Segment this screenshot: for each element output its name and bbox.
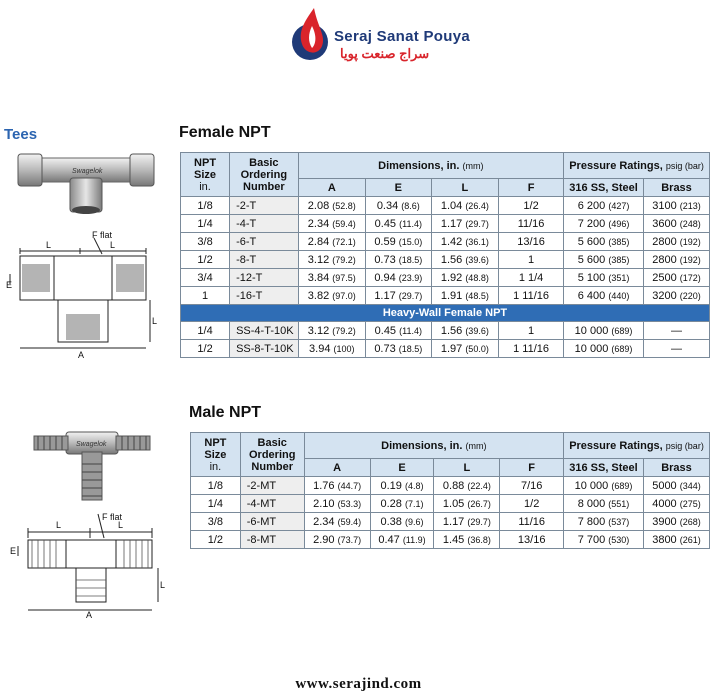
- male-dim-f-cell: 13/16: [500, 531, 564, 549]
- pressure-ss-cell: 6 200 (427): [564, 197, 644, 215]
- pressure-brass-cell: 2800 (192): [644, 233, 710, 251]
- dim-l-cell: 1.17 (29.7): [431, 215, 498, 233]
- heavy-dim-f-cell: 1 11/16: [499, 340, 564, 358]
- male-npt-table: [190, 432, 710, 549]
- male-pressure-ss-cell: 8 000 (551): [564, 495, 644, 513]
- dim-a-cell: 3.12 (79.2): [298, 251, 365, 269]
- heavy-dim-a-cell: 3.12 (79.2): [298, 322, 365, 340]
- dim-l-cell: 1.91 (48.5): [431, 287, 498, 305]
- size-cell: 3/8: [181, 233, 230, 251]
- ordering-number-cell: -2-T: [230, 197, 298, 215]
- male-col-a: A: [304, 459, 370, 477]
- female-npt-table: [180, 152, 710, 358]
- tees-heading: Tees: [4, 126, 38, 143]
- female-npt-heading: Female NPT: [179, 124, 271, 141]
- dim-l-cell: 1.92 (48.8): [431, 269, 498, 287]
- table-row: [191, 531, 710, 549]
- heavy-pressure-brass-cell: —: [644, 340, 710, 358]
- male-dim-e-cell: 0.28 (7.1): [370, 495, 434, 513]
- heavy-pressure-brass-cell: —: [644, 322, 710, 340]
- dim-a-cell: 3.84 (97.5): [298, 269, 365, 287]
- male-dim-l-cell: 1.17 (29.7): [434, 513, 500, 531]
- col-pressure: Pressure Ratings, psig (bar): [564, 153, 710, 179]
- heavy-dim-f-cell: 1: [499, 322, 564, 340]
- male-dim-a-cell: 1.76 (44.7): [304, 477, 370, 495]
- brand-name-en: Seraj Sanat Pouya: [334, 28, 470, 45]
- female-tee-drawing: [6, 230, 158, 360]
- website-footer: www.serajind.com: [295, 676, 422, 692]
- male-f-flat-label: F flat: [102, 512, 123, 522]
- male-pressure-ss-cell: 7 700 (530): [564, 531, 644, 549]
- table-row: [181, 287, 710, 305]
- pressure-brass-cell: 2800 (192): [644, 251, 710, 269]
- male-dim-l-cell: 1.45 (36.8): [434, 531, 500, 549]
- pressure-ss-cell: 5 600 (385): [564, 251, 644, 269]
- brand-name-fa: سراج صنعت پویا: [340, 46, 430, 61]
- col-f: F: [499, 179, 564, 197]
- pressure-ss-cell: 7 200 (496): [564, 215, 644, 233]
- table-row: [181, 322, 710, 340]
- pressure-ss-cell: 5 600 (385): [564, 233, 644, 251]
- dim-l-label-2: L: [110, 240, 116, 250]
- dim-l-cell: 1.56 (39.6): [431, 251, 498, 269]
- male-dim-e-cell: 0.19 (4.8): [370, 477, 434, 495]
- dim-e-cell: 0.94 (23.9): [366, 269, 432, 287]
- dim-l-cell: 1.42 (36.1): [431, 233, 498, 251]
- heavy-wall-banner: Heavy-Wall Female NPT: [181, 305, 710, 322]
- male-dim-e-label: E: [10, 546, 17, 556]
- dim-e-cell: 1.17 (29.7): [366, 287, 432, 305]
- male-col-brass: Brass: [643, 459, 709, 477]
- dim-a-cell: 3.82 (97.0): [298, 287, 365, 305]
- pressure-ss-cell: 6 400 (440): [564, 287, 644, 305]
- male-col-pressure: Pressure Ratings, psig (bar): [564, 433, 710, 459]
- dim-e-cell: 0.34 (8.6): [366, 197, 432, 215]
- flame-drop-logo-icon: [288, 4, 336, 68]
- ordering-number-cell: -12-T: [230, 269, 298, 287]
- table-row: [181, 340, 710, 358]
- male-dim-f-cell: 11/16: [500, 513, 564, 531]
- dim-e-cell: 0.73 (18.5): [366, 251, 432, 269]
- male-col-f: F: [500, 459, 564, 477]
- heavy-ordering-number-cell: SS-4-T-10K: [230, 322, 298, 340]
- male-col-basic-ordering: Basic Ordering Number: [240, 433, 304, 477]
- dim-a-label: A: [78, 350, 85, 360]
- table-row: [181, 233, 710, 251]
- col-l: L: [431, 179, 498, 197]
- heavy-dim-e-cell: 0.45 (11.4): [366, 322, 432, 340]
- male-ordering-number-cell: -8-MT: [240, 531, 304, 549]
- male-pressure-brass-cell: 4000 (275): [643, 495, 709, 513]
- table-row: [191, 477, 710, 495]
- col-e: E: [366, 179, 432, 197]
- size-cell: 1/8: [181, 197, 230, 215]
- female-tee-photo: [16, 148, 156, 216]
- male-dim-e-cell: 0.38 (9.6): [370, 513, 434, 531]
- male-pressure-brass-cell: 3800 (261): [643, 531, 709, 549]
- male-tee-photo: [30, 424, 154, 504]
- size-cell: 1/4: [181, 215, 230, 233]
- pressure-brass-cell: 3600 (248): [644, 215, 710, 233]
- dim-e-cell: 0.59 (15.0): [366, 233, 432, 251]
- heavy-dim-e-cell: 0.73 (18.5): [366, 340, 432, 358]
- male-dim-f-cell: 1/2: [500, 495, 564, 513]
- col-316ss: 316 SS, Steel: [564, 179, 644, 197]
- male-dim-l-label-3: L: [160, 580, 166, 590]
- col-npt-size: NPT Size in.: [181, 153, 230, 197]
- male-dim-l-label-1: L: [56, 520, 62, 530]
- pressure-brass-cell: 3100 (213): [644, 197, 710, 215]
- male-pressure-ss-cell: 7 800 (537): [564, 513, 644, 531]
- col-dimensions: Dimensions, in. (mm): [298, 153, 564, 179]
- male-dim-a-cell: 2.10 (53.3): [304, 495, 370, 513]
- male-dim-f-cell: 7/16: [500, 477, 564, 495]
- heavy-pressure-ss-cell: 10 000 (689): [564, 322, 644, 340]
- dim-f-cell: 1/2: [499, 197, 564, 215]
- male-col-l: L: [434, 459, 500, 477]
- male-pressure-brass-cell: 5000 (344): [643, 477, 709, 495]
- male-dim-e-cell: 0.47 (11.9): [370, 531, 434, 549]
- dim-l-cell: 1.04 (26.4): [431, 197, 498, 215]
- dim-a-cell: 2.34 (59.4): [298, 215, 365, 233]
- male-npt-heading: Male NPT: [189, 404, 262, 421]
- table-row: [181, 215, 710, 233]
- male-dim-a-cell: 2.34 (59.4): [304, 513, 370, 531]
- table-row: [191, 495, 710, 513]
- dim-a-cell: 2.08 (52.8): [298, 197, 365, 215]
- male-dim-l-cell: 0.88 (22.4): [434, 477, 500, 495]
- male-col-dimensions: Dimensions, in. (mm): [304, 433, 563, 459]
- heavy-dim-l-cell: 1.97 (50.0): [431, 340, 498, 358]
- heavy-wall-banner-row: [181, 305, 710, 322]
- heavy-ordering-number-cell: SS-8-T-10K: [230, 340, 298, 358]
- male-pressure-ss-cell: 10 000 (689): [564, 477, 644, 495]
- col-basic-ordering: Basic Ordering Number: [230, 153, 298, 197]
- ordering-number-cell: -4-T: [230, 215, 298, 233]
- ordering-number-cell: -16-T: [230, 287, 298, 305]
- dim-f-cell: 11/16: [499, 215, 564, 233]
- heavy-size-cell: 1/4: [181, 322, 230, 340]
- dim-l-label-3: L: [152, 316, 158, 326]
- size-cell: 1/2: [181, 251, 230, 269]
- pressure-ss-cell: 5 100 (351): [564, 269, 644, 287]
- male-col-316ss: 316 SS, Steel: [564, 459, 644, 477]
- male-ordering-number-cell: -4-MT: [240, 495, 304, 513]
- heavy-pressure-ss-cell: 10 000 (689): [564, 340, 644, 358]
- male-dim-a-cell: 2.90 (73.7): [304, 531, 370, 549]
- table-row: [181, 197, 710, 215]
- brand-mark-label: Swagelok: [72, 168, 103, 175]
- ordering-number-cell: -6-T: [230, 233, 298, 251]
- heavy-dim-l-cell: 1.56 (39.6): [431, 322, 498, 340]
- male-size-cell: 1/2: [191, 531, 241, 549]
- male-dim-l-label-2: L: [118, 520, 124, 530]
- heavy-dim-a-cell: 3.94 (100): [298, 340, 365, 358]
- dim-f-cell: 13/16: [499, 233, 564, 251]
- dim-f-cell: 1 1/4: [499, 269, 564, 287]
- dim-a-cell: 2.84 (72.1): [298, 233, 365, 251]
- pressure-brass-cell: 2500 (172): [644, 269, 710, 287]
- ordering-number-cell: -8-T: [230, 251, 298, 269]
- male-size-cell: 3/8: [191, 513, 241, 531]
- male-col-npt-size: NPT Size in.: [191, 433, 241, 477]
- male-ordering-number-cell: -2-MT: [240, 477, 304, 495]
- dim-l-label-1: L: [46, 240, 52, 250]
- male-dim-l-cell: 1.05 (26.7): [434, 495, 500, 513]
- male-tee-drawing: [10, 510, 170, 618]
- male-size-cell: 1/8: [191, 477, 241, 495]
- col-a: A: [298, 179, 365, 197]
- table-row: [191, 513, 710, 531]
- dim-e-cell: 0.45 (11.4): [366, 215, 432, 233]
- col-brass: Brass: [644, 179, 710, 197]
- size-cell: 3/4: [181, 269, 230, 287]
- table-row: [181, 251, 710, 269]
- table-row: [181, 269, 710, 287]
- pressure-brass-cell: 3200 (220): [644, 287, 710, 305]
- male-ordering-number-cell: -6-MT: [240, 513, 304, 531]
- dim-e-label: E: [6, 280, 13, 290]
- heavy-size-cell: 1/2: [181, 340, 230, 358]
- male-col-e: E: [370, 459, 434, 477]
- dim-f-cell: 1 11/16: [499, 287, 564, 305]
- brand-mark-label-male: Swagelok: [76, 441, 107, 448]
- male-size-cell: 1/4: [191, 495, 241, 513]
- male-pressure-brass-cell: 3900 (268): [643, 513, 709, 531]
- size-cell: 1: [181, 287, 230, 305]
- f-flat-label: F flat: [92, 230, 113, 240]
- dim-f-cell: 1: [499, 251, 564, 269]
- male-dim-a-label: A: [86, 610, 93, 618]
- company-logo: [288, 4, 488, 68]
